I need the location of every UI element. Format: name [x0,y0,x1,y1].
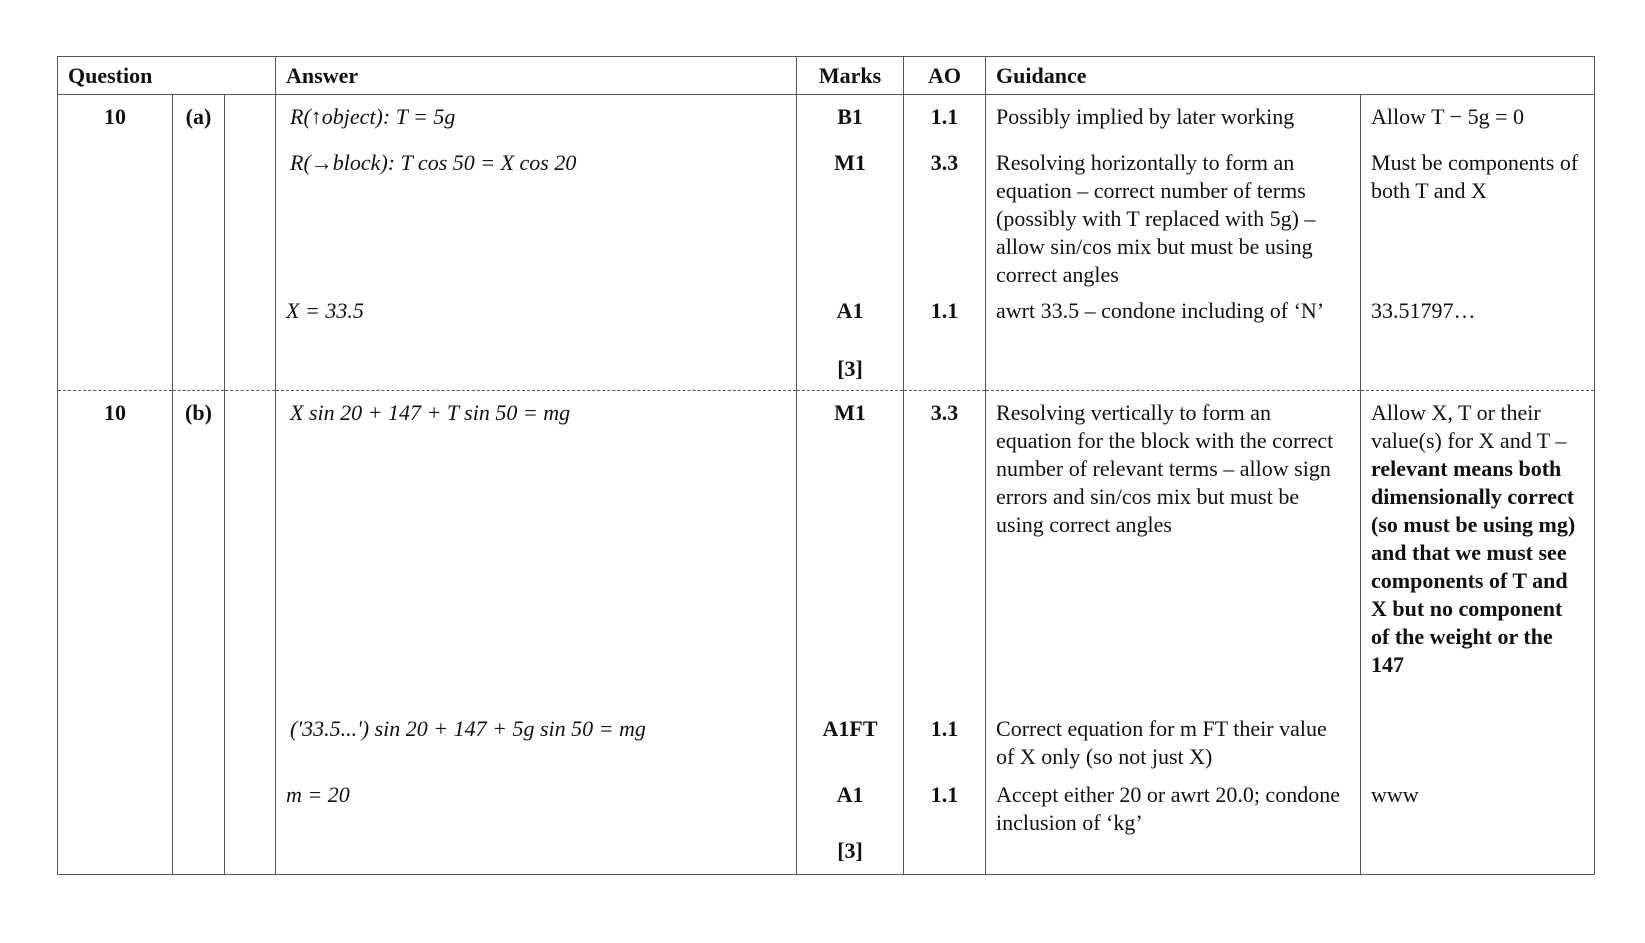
answer-cell: X sin 20 + 147 + T sin 50 = mg [276,391,797,707]
header-row [58,57,1595,95]
part-total: [3] [797,355,904,391]
question-number: 10 [58,391,173,707]
blank-cell [225,773,276,837]
mark-scheme-sheet [57,56,1594,875]
part-total: [3] [797,837,904,875]
blank-cell [1361,837,1595,875]
extra-guidance-cell: Must be components of both T and X [1361,141,1595,289]
blank-cell [58,837,173,875]
mark-cell: A1 [797,289,904,355]
blank-cell [58,707,173,773]
table-row [58,95,1595,141]
header-ao: AO [904,57,986,95]
answer-cell: R(→block): T cos 50 = X cos 20 [276,141,797,289]
guidance-cell: Resolving vertically to form an equation for the block with the correct number of relevant terms – allow sign errors and sin/cos mix but must be using correct angles [986,391,1361,707]
question-part: (a) [173,95,225,141]
header-answer: Answer [276,57,797,95]
ao-cell: 3.3 [904,391,986,707]
ao-cell: 1.1 [904,707,986,773]
question-part: (b) [173,391,225,707]
mark-cell: A1FT [797,707,904,773]
extra-guidance-cell [1361,391,1595,707]
blank-cell [173,141,225,289]
blank-cell [904,355,986,391]
ao-cell: 1.1 [904,289,986,355]
table-row [58,355,1595,391]
blank-cell [58,355,173,391]
blank-cell [276,837,797,875]
header-question: Question [58,57,276,95]
blank-cell [986,837,1361,875]
sub-part-cell [225,391,276,707]
blank-cell [225,289,276,355]
guidance-cell: Possibly implied by later working [986,95,1361,141]
ao-cell: 3.3 [904,141,986,289]
extra-guidance-cell [1361,707,1595,773]
guidance-cell: Correct equation for m FT their value of X only (so not just X) [986,707,1361,773]
blank-cell [986,355,1361,391]
answer-cell: ('33.5...') sin 20 + 147 + 5g sin 50 = mg [276,707,797,773]
mark-cell: M1 [797,391,904,707]
mark-scheme-table [57,56,1595,875]
blank-cell [173,355,225,391]
mark-cell: B1 [797,95,904,141]
blank-cell [225,707,276,773]
guidance-cell: awrt 33.5 – condone including of ‘N’ [986,289,1361,355]
ao-cell: 1.1 [904,773,986,837]
guidance-cell: Resolving horizontally to form an equation – correct number of terms (possibly with T replaced with 5g) – allow sin/cos mix but must be using correct angles [986,141,1361,289]
mark-cell: M1 [797,141,904,289]
guidance-cell: Accept either 20 or awrt 20.0; condone inclusion of ‘kg’ [986,773,1361,837]
answer-cell: X = 33.5 [276,289,797,355]
header-marks: Marks [797,57,904,95]
blank-cell [58,289,173,355]
blank-cell [225,355,276,391]
blank-cell [1361,355,1595,391]
table-row [58,141,1595,289]
answer-cell: R(↑object): T = 5g [276,95,797,141]
sub-part-cell [225,95,276,141]
blank-cell [58,141,173,289]
answer-cell: m = 20 [276,773,797,837]
blank-cell [173,707,225,773]
table-row [58,837,1595,875]
blank-cell [904,837,986,875]
table-row [58,707,1595,773]
extra-guidance-cell: 33.51797… [1361,289,1595,355]
table-row [58,391,1595,707]
blank-cell [173,773,225,837]
blank-cell [173,289,225,355]
blank-cell [225,141,276,289]
mark-cell: A1 [797,773,904,837]
question-number: 10 [58,95,173,141]
blank-cell [173,837,225,875]
blank-cell [58,773,173,837]
ao-cell: 1.1 [904,95,986,141]
extra-guidance-cell: www [1361,773,1595,837]
blank-cell [225,837,276,875]
extra-guidance-bold: relevant means both dimensionally correct (so must be using mg) and that we must see components of T and X but no component of the weight or the 147 [1371,456,1576,677]
extra-guidance-cell: Allow T − 5g = 0 [1361,95,1595,141]
header-guidance: Guidance [986,57,1595,95]
blank-cell [276,355,797,391]
table-row [58,773,1595,837]
extra-guidance-plain: Allow X, T or their value(s) for X and T – [1371,400,1567,453]
table-row [58,289,1595,355]
